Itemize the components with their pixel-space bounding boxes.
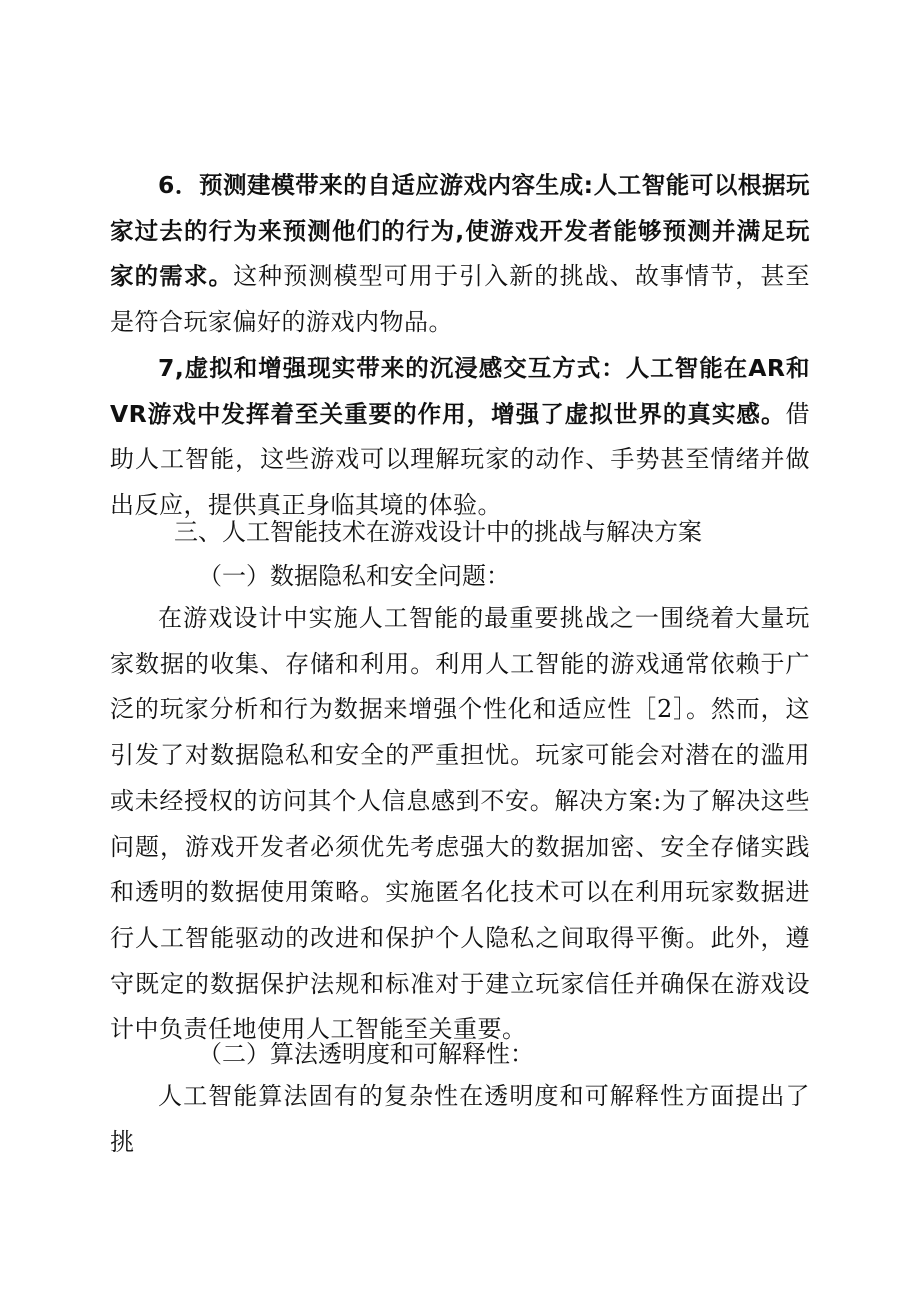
paragraph-6 [110, 163, 810, 346]
paragraph-7-text: 借助人工智能，这些游戏可以理解玩家的动作、手势甚至情绪并做出反应，提供真正身临其境的体验。 [110, 399, 810, 520]
paragraph-6-text: 这种预测模型可用于引入新的挑战、故事情节，甚至是符合玩家偏好的游戏内物品。 [110, 262, 811, 337]
paragraph-6-bold: 6．预测建模带来的自适应游戏内容生成:人工智能可以根据玩家过去的行为来预测他们的行为,使游戏开发者能够预测并满足玩家的需求。 [110, 171, 810, 291]
subsection-2-body: 人工智能算法固有的复杂性在透明度和可解释性方面提出了挑 [110, 1082, 810, 1156]
subsection-1-heading: （一）数据隐私和安全问题： [198, 562, 510, 590]
paragraph-7-bold: 7,虚拟和增强现实带来的沉浸感交互方式：人工智能在AR和VR游戏中发挥着至关重要的作用，增强了虚拟世界的真实感。 [110, 354, 810, 428]
subsection-1-body: 在游戏设计中实施人工智能的最重要挑战之一围绕着大量玩家数据的收集、存储和利用。利用人工智能的游戏通常依赖于广泛的玩家分析和行为数据来增强个性化和适应性［2］。然而，这引发了对数据隐私和安全的严重担忧。玩家可能会对潜在的滥用或未经授权的访问其个人信息感到不安。解决方案:为了解决这些问题，游戏开发者必须优先考虑强大的数据加密、安全存储实践和透明的数据使用策略。实施匿名化技术可以在利用玩家数据进行人工智能驱动的改进和保护个人隐私之间取得平衡。此外，遵守既定的数据保护法规和标准对于建立玩家信任并确保在游戏设计中负责任地使用人工智能至关重要。 [110, 604, 810, 1044]
paragraph-7 [110, 346, 810, 529]
subsection-2-heading: （二）算法透明度和可解释性： [198, 1040, 534, 1068]
section-3-heading: 三、人工智能技术在游戏设计中的挑战与解决方案 [174, 518, 702, 546]
